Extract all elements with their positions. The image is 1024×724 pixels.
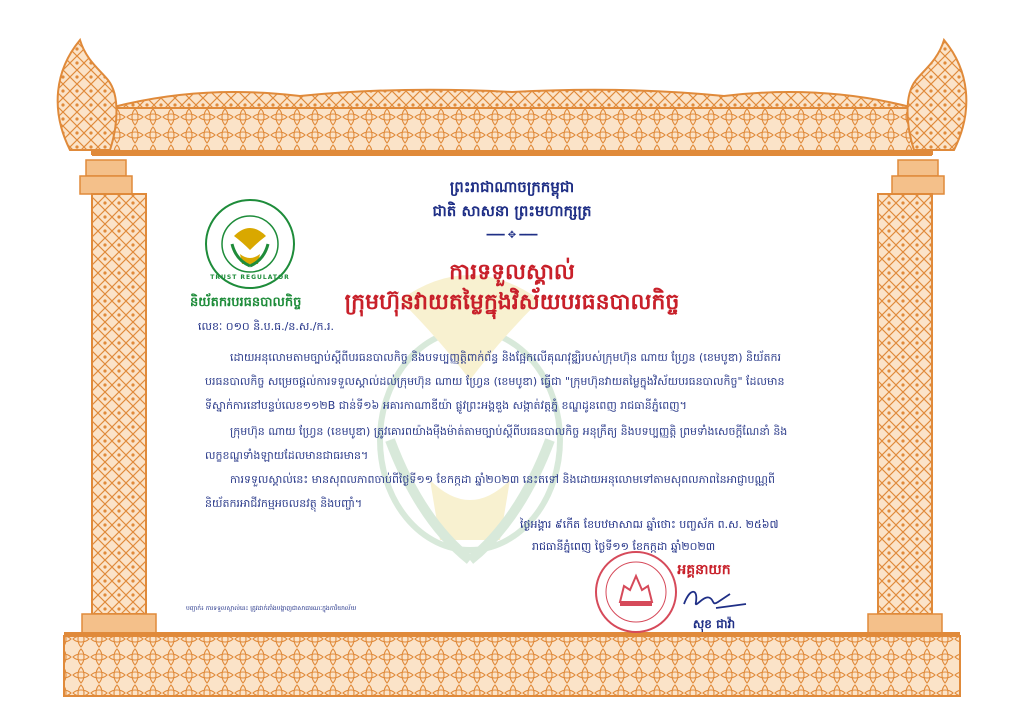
- paragraph-3-continued: [205, 492, 830, 516]
- lunar-date: ថ្ងៃអង្គារ ៩កើត ខែបឋមាសាឍ ឆ្នាំថោះ បញ្ចស័ក ព.ស. ២៥៦៧: [520, 518, 779, 531]
- paragraph-3: [230, 468, 830, 492]
- certificate-title: ការទទួលស្គាល់: [449, 260, 575, 285]
- solar-date: រាជធានីភ្នំពេញ ថ្ងៃទី១១ ខែកក្កដា ឆ្នាំ២០២៣: [532, 540, 716, 553]
- ornamental-divider: ━━━ ✥ ━━━: [486, 230, 538, 241]
- logo-ring-english: TRUST REGULATOR: [210, 274, 290, 281]
- kingdom-line: ព្រះរាជាណាចក្រកម្ពុជា: [449, 178, 575, 196]
- motto-line: ជាតិ សាសនា ព្រះមហាក្សត្រ: [432, 202, 592, 220]
- paragraph-1-line-2: បរធនបាលកិច្ច សម្រេចផ្តល់ការទទួលស្គាល់ដល់ក្រុមហ៊ុន ណាយ ហ្វ្រែន (ខេមបូឌា) ធ្វើជា "ក្រុមហ៊ុនវាយតម្លៃក្នុងវិស័យបរធនបាលកិច្ច" ដែលមាន: [205, 375, 785, 388]
- paragraph-3-line-1: ការទទួលស្គាល់នេះ មានសុពលភាពចាប់ពីថ្ងៃទី១១ ខែកក្កដា ឆ្នាំ២០២៣ នេះតទៅ និងដោយអនុលោមទៅតាមសុពលភាពនៃអាជ្ញាបណ្ណពី: [230, 473, 775, 486]
- paragraph-1-line-1: ដោយអនុលោមតាមច្បាប់ស្តីពីបរធនបាលកិច្ច និងបទប្បញ្ញត្តិពាក់ព័ន្ធ និងផ្អែកលើគុណវុឌ្ឍិរបស់ក្រុមហ៊ុន ណាយ ហ្វ្រែន (ខេមបូឌា) និយ័តករ: [230, 351, 781, 364]
- paragraph-2-line-1: ក្រុមហ៊ុន ណាយ ហ្វ្រែន (ខេមបូឌា) ត្រូវគោរពយ៉ាងម៉ឺងម៉ាត់តាមច្បាប់ស្តីពីបរធនបាលកិច្ច អនុក្រឹត្យ និងបទប្បញ្ញត្តិ ព្រមទាំងសេចក្តីណែនាំ និង: [230, 425, 788, 438]
- reference-number: លេខៈ ០១០ និ.ប.ធ./ន.ស./ក.រ.: [198, 320, 334, 333]
- paragraph-2: [230, 420, 830, 444]
- paragraph-2-line-2: លក្ខខណ្ឌទាំងឡាយដែលមានជាធរមាន។: [205, 449, 369, 462]
- paragraph-3-line-2: និយ័តករអាជីវកម្មអចលនវត្ថុ និងបញ្ចាំ។: [205, 497, 363, 510]
- certificate-subtitle: ក្រុមហ៊ុនវាយតម្លៃក្នុងវិស័យបរធនបាលកិច្ច: [344, 290, 680, 315]
- footer-note: បញ្ជាក់៖ ការទទួលស្គាល់នេះ ត្រូវដាក់តាំងបង្ហាញជាសាធារណៈក្នុងការិយាល័យ: [186, 605, 357, 612]
- paragraph-1-line-3: ទីស្នាក់ការនៅបន្ទប់លេខ១១២B ជាន់ទី១៦ អគារកាណាឌីយ៉ា ផ្លូវព្រះអង្គឌួង សង្កាត់វត្តភ្នំ ខណ្ឌដូនពេញ រាជធានីភ្នំពេញ។: [205, 399, 687, 412]
- issuer-name: និយ័តករបរធនបាលកិច្ច: [190, 295, 302, 310]
- paragraph-1: [230, 346, 830, 370]
- paragraph-1-continued: [205, 370, 830, 418]
- signature-icon: [680, 584, 750, 614]
- signatory-position: អគ្គនាយក: [677, 562, 731, 578]
- paragraph-2-continued: [205, 444, 830, 468]
- signatory-name: សុខ ជាវ៉ា: [692, 617, 736, 631]
